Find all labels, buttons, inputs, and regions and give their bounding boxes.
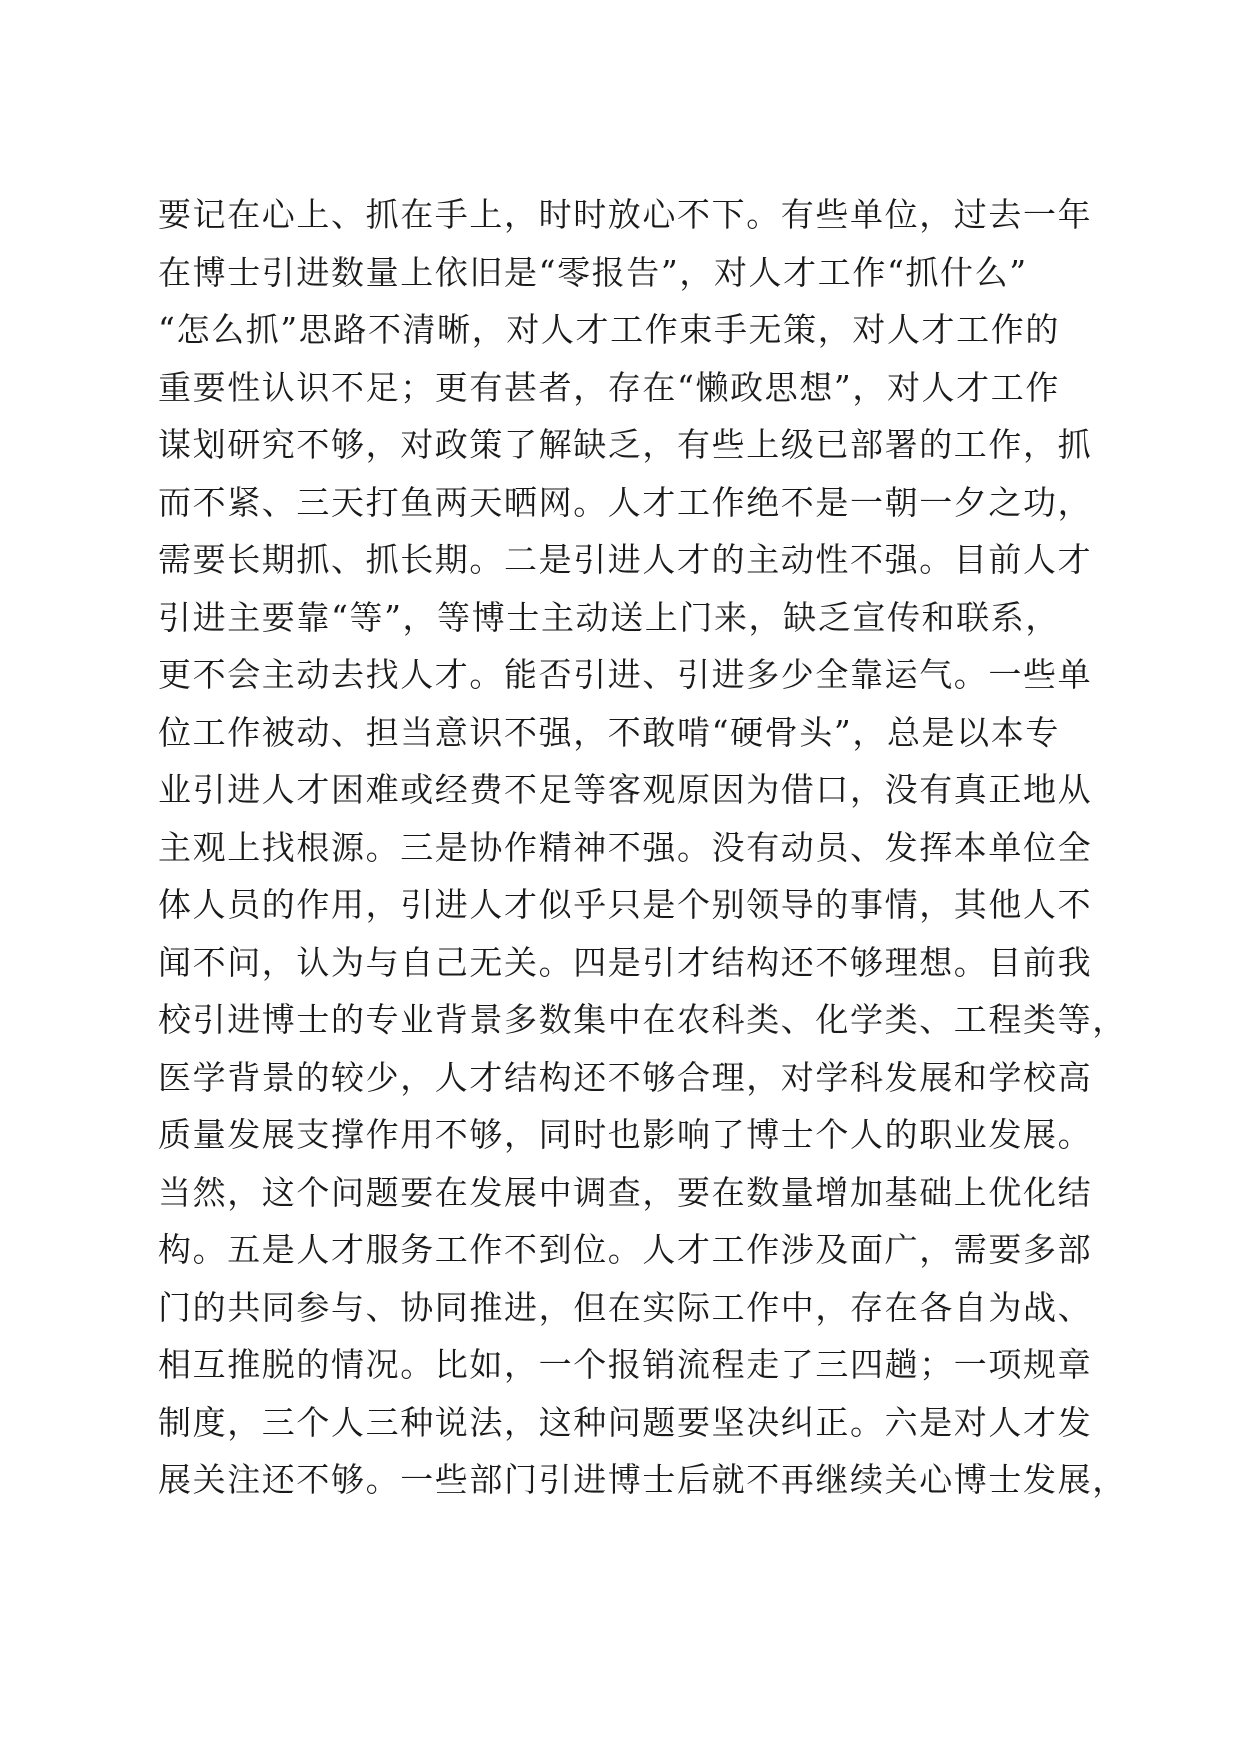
text-line: 体人员的作用，引进人才似乎只是个别领导的事情，其他人不 xyxy=(158,885,1093,924)
text-line: 制度，三个人三种说法，这种问题要坚决纠正。六是对人才发 xyxy=(158,1402,1093,1442)
text-line: 主观上找根源。三是协作精神不强。没有动员、发挥本单位全 xyxy=(158,827,1093,867)
text-line: 构。五是人才服务工作不到位。人才工作涉及面广，需要多部 xyxy=(158,1230,1093,1269)
text-line: 在博士引进数量上依旧是“零报告”，对人才工作“抓什么” xyxy=(158,252,1028,292)
text-line: 引进主要靠“等”，等博士主动送上门来，缺乏宣传和联系， xyxy=(158,597,1060,637)
text-line: 闻不问，认为与自己无关。四是引才结构还不够理想。目前我 xyxy=(158,942,1093,982)
text-line: 重要性认识不足；更有甚者，存在“懒政思想”，对人才工作 xyxy=(158,367,1060,407)
text-line: 门的共同参与、协同推进，但在实际工作中，存在各自为战、 xyxy=(158,1287,1093,1327)
text-line: 位工作被动、担当意识不强，不敢啃“硬骨头”，总是以本专 xyxy=(158,712,1060,752)
text-line: 更不会主动去找人才。能否引进、引进多少全靠运气。一些单 xyxy=(158,655,1093,694)
text-line: 校引进博士的专业背景多数集中在农科类、化学类、工程类等， xyxy=(158,1000,1127,1039)
body-text xyxy=(158,186,1127,1509)
text-line: 质量发展支撑作用不够，同时也影响了博士个人的职业发展。 xyxy=(158,1115,1093,1154)
text-line: “怎么抓”思路不清晰，对人才工作束手无策，对人才工作的 xyxy=(158,310,1060,349)
text-line: 要记在心上、抓在手上，时时放心不下。有些单位，过去一年 xyxy=(158,195,1093,234)
text-line: 医学背景的较少，人才结构还不够合理，对学科发展和学校高 xyxy=(158,1057,1093,1097)
text-line: 展关注还不够。一些部门引进博士后就不再继续关心博士发展， xyxy=(158,1460,1127,1499)
text-line: 业引进人才困难或经费不足等客观原因为借口，没有真正地从 xyxy=(158,770,1093,809)
text-line: 需要长期抓、抓长期。二是引进人才的主动性不强。目前人才 xyxy=(158,540,1093,579)
text-line: 相互推脱的情况。比如，一个报销流程走了三四趟；一项规章 xyxy=(158,1345,1093,1384)
text-line: 谋划研究不够，对政策了解缺乏，有些上级已部署的工作，抓 xyxy=(158,425,1093,464)
text-line: 当然，这个问题要在发展中调查，要在数量增加基础上优化结 xyxy=(158,1172,1093,1212)
text-line: 而不紧、三天打鱼两天晒网。人才工作绝不是一朝一夕之功， xyxy=(158,482,1093,522)
